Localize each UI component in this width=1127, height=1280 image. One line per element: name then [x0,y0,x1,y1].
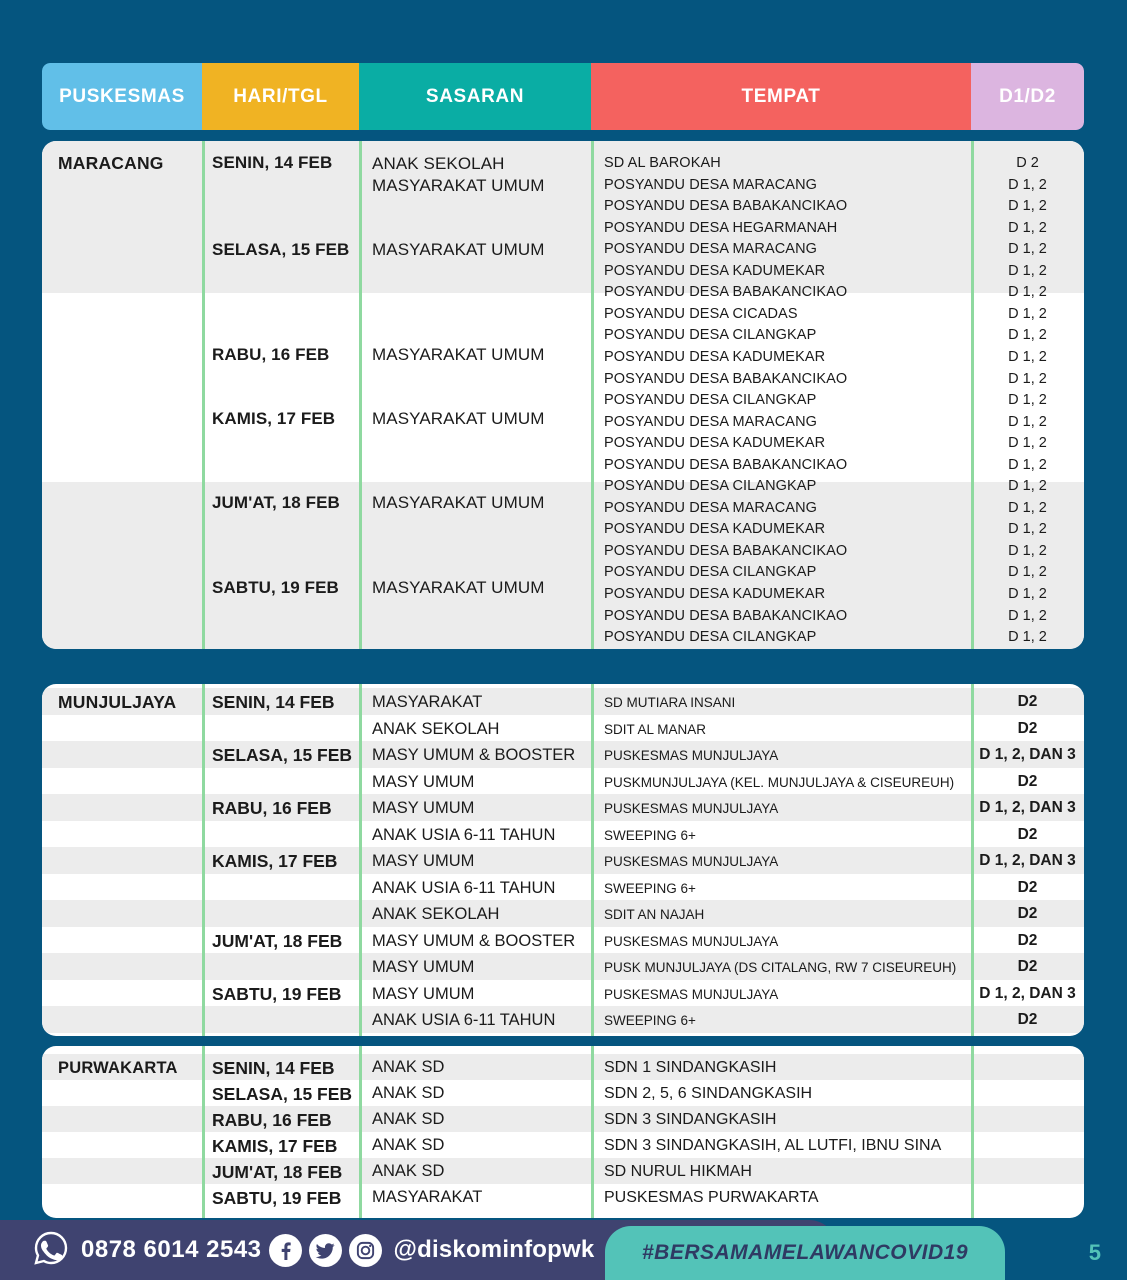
sasaran-label: ANAK SD [372,1136,445,1154]
day-label: RABU, 16 FEB [212,798,332,818]
sasaran-label: ANAK SD [372,1162,445,1180]
sasaran-label: MASYARAKAT UMUM [372,493,545,512]
dose-label: D 1, 2 [1008,284,1047,301]
dose-label: D2 [1017,825,1038,843]
column-header-tempat-label: TEMPAT [741,85,821,107]
tempat-label: POSYANDU DESA CILANGKAP [604,629,817,646]
day-label: SELASA, 15 FEB [212,240,350,259]
sasaran-label: ANAK SD [372,1058,445,1076]
day-label: KAMIS, 17 FEB [212,851,338,871]
dose-label: D2 [1017,958,1038,975]
dose-label: D2 [1017,878,1038,896]
tempat-label: SD MUTIARA INSANI [604,695,736,710]
footer-hashtag-pill [605,1226,1005,1280]
column-header-puskesmas [42,63,202,130]
tempat-label: POSYANDU DESA KADUMEKAR [604,586,826,602]
dose-label: D 1, 2 [1008,392,1047,409]
zebra-band [42,794,1084,821]
dose-label: D 1, 2 [1008,327,1047,344]
sasaran-label: ANAK SD [372,1084,445,1102]
dose-label: D 1, 2 [1008,435,1047,452]
footer-hashtag: #BERSAMAMELAWANCOVID19 [641,1241,969,1264]
tempat-label: SDN 1 SINDANGKASIH [604,1059,777,1076]
day-label: SENIN, 14 FEB [212,1058,335,1078]
dose-label: D 1, 2 [1008,499,1047,516]
column-divider [202,141,205,649]
day-label: KAMIS, 17 FEB [212,409,336,428]
column-header-dose-label: D1/D2 [999,85,1056,107]
sasaran-label: MASY UMUM [372,772,475,791]
dose-label: D 1, 2 [1008,586,1047,602]
tempat-label: SDIT AN NAJAH [604,907,705,922]
dose-label: D 1, 2 [1008,629,1047,646]
tempat-label: POSYANDU DESA MARACANG [604,176,818,193]
page-number: 5 [1088,1240,1101,1265]
sasaran-label: ANAK SEKOLAH [372,719,500,738]
column-header-tempat [591,63,971,130]
sasaran-label: MASY UMUM & BOOSTER [372,931,576,950]
zebra-band [42,688,1084,715]
day-label: SABTU, 19 FEB [212,578,339,597]
sasaran-label: ANAK USIA 6-11 TAHUN [372,825,556,844]
tempat-label: POSYANDU DESA CILANGKAP [604,478,817,495]
tempat-label: POSYANDU DESA CILANGKAP [604,392,817,409]
column-divider [202,1046,205,1218]
day-label: JUM'AT, 18 FEB [212,930,343,951]
puskesmas-name-purwakarta: PURWAKARTA [58,1059,178,1077]
dose-label: D 1, 2, DAN 3 [979,984,1076,1002]
column-divider [591,684,594,1036]
tempat-label: POSYANDU DESA BABAKANCIKAO [604,284,848,301]
tempat-label: PUSK MUNJULJAYA (DS CITALANG, RW 7 CISEUREUH) [604,960,957,975]
column-header-puskesmas-label: PUSKESMAS [59,85,185,107]
facebook-icon[interactable] [269,1234,302,1267]
tempat-label: SDN 3 SINDANGKASIH [604,1111,777,1128]
sasaran-label: ANAK SD [372,1110,445,1128]
column-divider [591,1046,594,1218]
day-label: JUM'AT, 18 FEB [212,493,340,512]
dose-label: D 1, 2 [1008,564,1047,581]
day-label: SENIN, 14 FEB [212,692,335,712]
dose-label: D 1, 2 [1008,542,1047,559]
whatsapp-icon [33,1230,69,1271]
dose-label: D 1, 2, DAN 3 [979,746,1076,763]
tempat-label: POSYANDU DESA BABAKANCIKAO [604,607,848,624]
tempat-label: POSYANDU DESA BABAKANCIKAO [604,542,848,559]
day-label: SELASA, 15 FEB [212,1084,353,1104]
dose-label: D 1, 2 [1008,478,1047,495]
dose-label: D 1, 2 [1008,176,1047,193]
sasaran-label: MASYARAKAT UMUM [372,578,545,597]
tempat-label: POSYANDU DESA MARACANG [604,499,818,516]
dose-label: D 1, 2 [1008,456,1047,473]
dose-label: D 1, 2 [1008,305,1047,322]
tempat-label: PUSKESMAS MUNJULJAYA [604,854,779,869]
dose-label: D 1, 2 [1008,521,1047,538]
dose-label: D 1, 2 [1008,370,1047,387]
dose-label: D2 [1017,931,1038,949]
sasaran-label: MASY UMUM [372,852,475,870]
dose-label: D 1, 2 [1008,262,1047,279]
day-label: SENIN, 14 FEB [212,153,333,172]
day-label: RABU, 16 FEB [212,1110,332,1130]
tempat-label: PUSKESMAS MUNJULJAYA [604,748,779,763]
tempat-label: SWEEPING 6+ [604,880,696,896]
column-divider [359,141,362,649]
column-divider [971,1046,974,1218]
tempat-label: POSYANDU DESA CICADAS [604,305,798,322]
sasaran-label: MASY UMUM [372,799,475,817]
tempat-label: POSYANDU DESA HEGARMANAH [604,219,838,236]
tempat-label: PUSKMUNJULJAYA (KEL. MUNJULJAYA & CISEUREUH) [604,774,955,790]
tempat-label: PUSKESMAS MUNJULJAYA [604,986,779,1002]
tempat-label: SDN 3 SINDANGKASIH, AL LUTFI, IBNU SINA [604,1137,942,1154]
instagram-icon[interactable] [349,1234,382,1267]
day-label: SELASA, 15 FEB [212,745,353,765]
dose-label: D 2 [1016,155,1039,171]
footer-social-handle[interactable]: @diskominfopwk [393,1236,595,1263]
dose-label: D2 [1017,905,1038,922]
tempat-label: SWEEPING 6+ [604,827,696,843]
column-divider [359,684,362,1036]
day-label: SABTU, 19 FEB [212,1188,342,1208]
tempat-label: PUSKESMAS MUNJULJAYA [604,933,779,949]
zebra-band [42,141,1084,293]
tempat-label: SD AL BAROKAH [604,155,721,171]
sasaran-label: MASYARAKAT UMUM [372,240,545,259]
tempat-label: POSYANDU DESA KADUMEKAR [604,435,826,452]
footer-phone[interactable]: 0878 6014 2543 [81,1236,262,1263]
puskesmas-name-munjuljaya: MUNJULJAYA [58,692,177,712]
zebra-band [42,847,1084,874]
zebra-band [42,1006,1084,1033]
tempat-label: POSYANDU DESA CILANGKAP [604,327,817,344]
sasaran-label: ANAK SEKOLAH [372,905,500,923]
tempat-label: PUSKESMAS PURWAKARTA [604,1189,819,1206]
sasaran-label: ANAK SEKOLAH [372,154,505,173]
dose-label: D 1, 2, DAN 3 [979,799,1076,816]
dose-label: D 1, 2 [1008,198,1047,215]
sasaran-label: MASYARAKAT UMUM [372,176,545,195]
sasaran-label: MASYARAKAT UMUM [372,409,545,428]
zebra-band [42,1054,1084,1080]
sasaran-label: MASYARAKAT [372,1188,483,1206]
tempat-label: POSYANDU DESA BABAKANCIKAO [604,370,848,387]
table-header [42,63,1084,130]
tempat-label: POSYANDU DESA CILANGKAP [604,564,817,581]
sasaran-label: MASY UMUM [372,984,475,1003]
column-header-haritgl [202,63,359,130]
tempat-label: SDIT AL MANAR [604,721,707,737]
sasaran-label: ANAK USIA 6-11 TAHUN [372,878,556,897]
zebra-band [42,900,1084,927]
twitter-icon[interactable] [309,1234,342,1267]
dose-label: D 1, 2 [1008,607,1047,624]
zebra-band [42,1106,1084,1132]
dose-label: D 1, 2 [1008,219,1047,236]
footer [0,1220,1127,1280]
sasaran-label: MASY UMUM & BOOSTER [372,746,576,764]
day-label: SABTU, 19 FEB [212,983,342,1004]
sasaran-label: ANAK USIA 6-11 TAHUN [372,1011,556,1029]
tempat-label: SD NURUL HIKMAH [604,1163,752,1180]
puskesmas-name-maracang: MARACANG [58,153,164,173]
day-label: RABU, 16 FEB [212,345,330,364]
tempat-label: POSYANDU DESA MARACANG [604,413,818,430]
sasaran-label: MASY UMUM [372,958,475,976]
section-card-munjuljaya [42,684,1084,1036]
dose-label: D2 [1017,719,1038,737]
section-card-maracang [42,141,1084,649]
day-label: JUM'AT, 18 FEB [212,1162,343,1182]
zebra-band [42,1158,1084,1184]
sasaran-label: MASYARAKAT [372,693,483,711]
column-header-sasaran [359,63,591,130]
dose-label: D2 [1017,772,1038,790]
column-divider [202,684,205,1036]
column-header-sasaran-label: SASARAN [425,85,525,107]
tempat-label: POSYANDU DESA MARACANG [604,241,818,258]
dose-label: D 1, 2, DAN 3 [979,852,1076,869]
tempat-label: POSYANDU DESA BABAKANCIKAO [604,198,848,215]
dose-label: D2 [1017,693,1038,710]
dose-label: D2 [1017,1011,1038,1028]
column-divider [359,1046,362,1218]
dose-label: D 1, 2 [1008,241,1047,258]
column-header-dose [971,63,1084,130]
dose-label: D 1, 2 [1008,348,1047,365]
column-header-haritgl-label: HARI/TGL [233,85,328,107]
tempat-label: POSYANDU DESA BABAKANCIKAO [604,456,848,473]
tempat-label: PUSKESMAS MUNJULJAYA [604,801,779,816]
tempat-label: SWEEPING 6+ [604,1013,696,1028]
sasaran-label: MASYARAKAT UMUM [372,345,545,364]
tempat-label: POSYANDU DESA KADUMEKAR [604,262,826,279]
dose-label: D 1, 2 [1008,413,1047,430]
column-divider [591,141,594,649]
tempat-label: POSYANDU DESA KADUMEKAR [604,521,826,538]
day-label: KAMIS, 17 FEB [212,1136,338,1156]
tempat-label: SDN 2, 5, 6 SINDANGKASIH [604,1085,813,1102]
tempat-label: POSYANDU DESA KADUMEKAR [604,348,826,365]
zebra-band [42,482,1084,649]
section-card-purwakarta [42,1046,1084,1218]
